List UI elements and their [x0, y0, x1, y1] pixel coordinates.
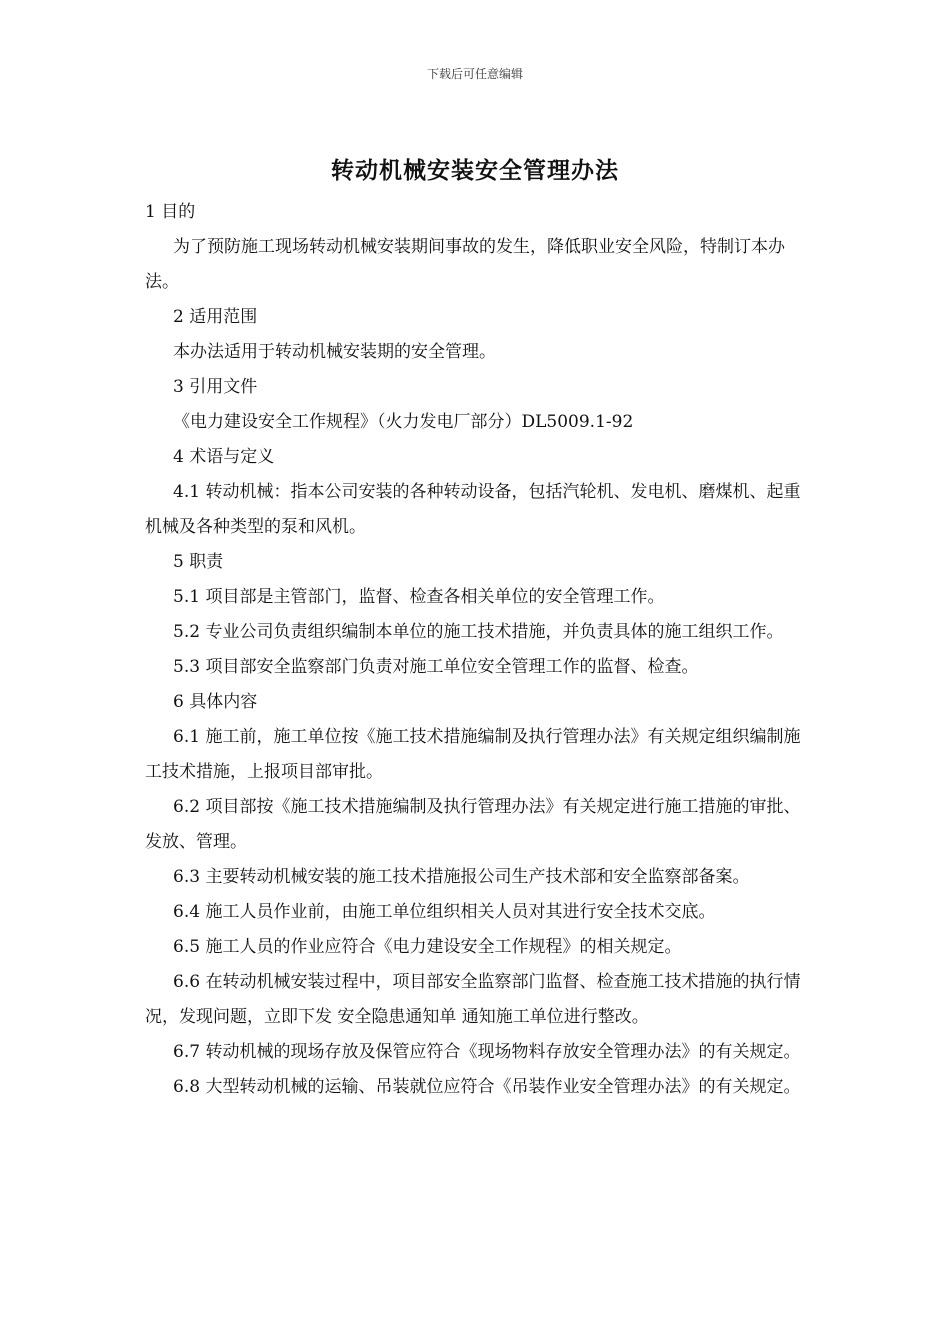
- paragraph: 6.8 大型转动机械的运输、吊装就位应符合《吊装作业安全管理办法》的有关规定。: [173, 1077, 801, 1097]
- paragraph: 6.6 在转动机械安装过程中，项目部安全监察部门监督、检查施工技术措施的执行情况，发现问题，立即下发 安全隐患通知单 通知施工单位进行整改。: [145, 972, 801, 1027]
- section-heading-content: 6 具体内容: [173, 692, 258, 712]
- section-heading-purpose: 1 目的: [145, 202, 196, 222]
- paragraph: 6.7 转动机械的现场存放及保管应符合《现场物料存放安全管理办法》的有关规定。: [173, 1042, 801, 1062]
- paragraph: 5.2 专业公司负责组织编制本单位的施工技术措施，并负责具体的施工组织工作。: [173, 622, 784, 642]
- paragraph: 6.2 项目部按《施工技术措施编制及执行管理办法》有关规定进行施工措施的审批、发放、管理。: [145, 797, 801, 852]
- paragraph: 本办法适用于转动机械安装期的安全管理。: [173, 342, 496, 362]
- paragraph: 6.3 主要转动机械安装的施工技术措施报公司生产技术部和安全监察部备案。: [173, 867, 750, 887]
- paragraph: 6.1 施工前，施工单位按《施工技术措施编制及执行管理办法》有关规定组织编制施工技术措施，上报项目部审批。: [145, 727, 801, 782]
- document-title: 转动机械安装安全管理办法: [331, 158, 619, 184]
- section-heading-references: 3 引用文件: [173, 377, 258, 397]
- document-body: [145, 195, 815, 1105]
- paragraph: 6.4 施工人员作业前，由施工单位组织相关人员对其进行安全技术交底。: [173, 902, 716, 922]
- section-heading-scope: 2 适用范围: [173, 307, 258, 327]
- section-heading-terms: 4 术语与定义: [173, 447, 275, 467]
- section-heading-responsibilities: 5 职责: [173, 552, 224, 572]
- paragraph: 6.5 施工人员的作业应符合《电力建设安全工作规程》的相关规定。: [173, 937, 682, 957]
- paragraph: 5.3 项目部安全监察部门负责对施工单位安全管理工作的监督、检查。: [173, 657, 699, 677]
- paragraph: 5.1 项目部是主管部门，监督、检查各相关单位的安全管理工作。: [173, 587, 665, 607]
- paragraph: 为了预防施工现场转动机械安装期间事故的发生，降低职业安全风险，特制订本办法。: [145, 237, 785, 292]
- header-note: 下载后可任意编辑: [426, 67, 523, 81]
- paragraph: 4.1 转动机械：指本公司安装的各种转动设备，包括汽轮机、发电机、磨煤机、起重机械及各种类型的泵和风机。: [145, 482, 801, 537]
- paragraph: 《电力建设安全工作规程》（火力发电厂部分）DL5009.1-92: [173, 412, 634, 432]
